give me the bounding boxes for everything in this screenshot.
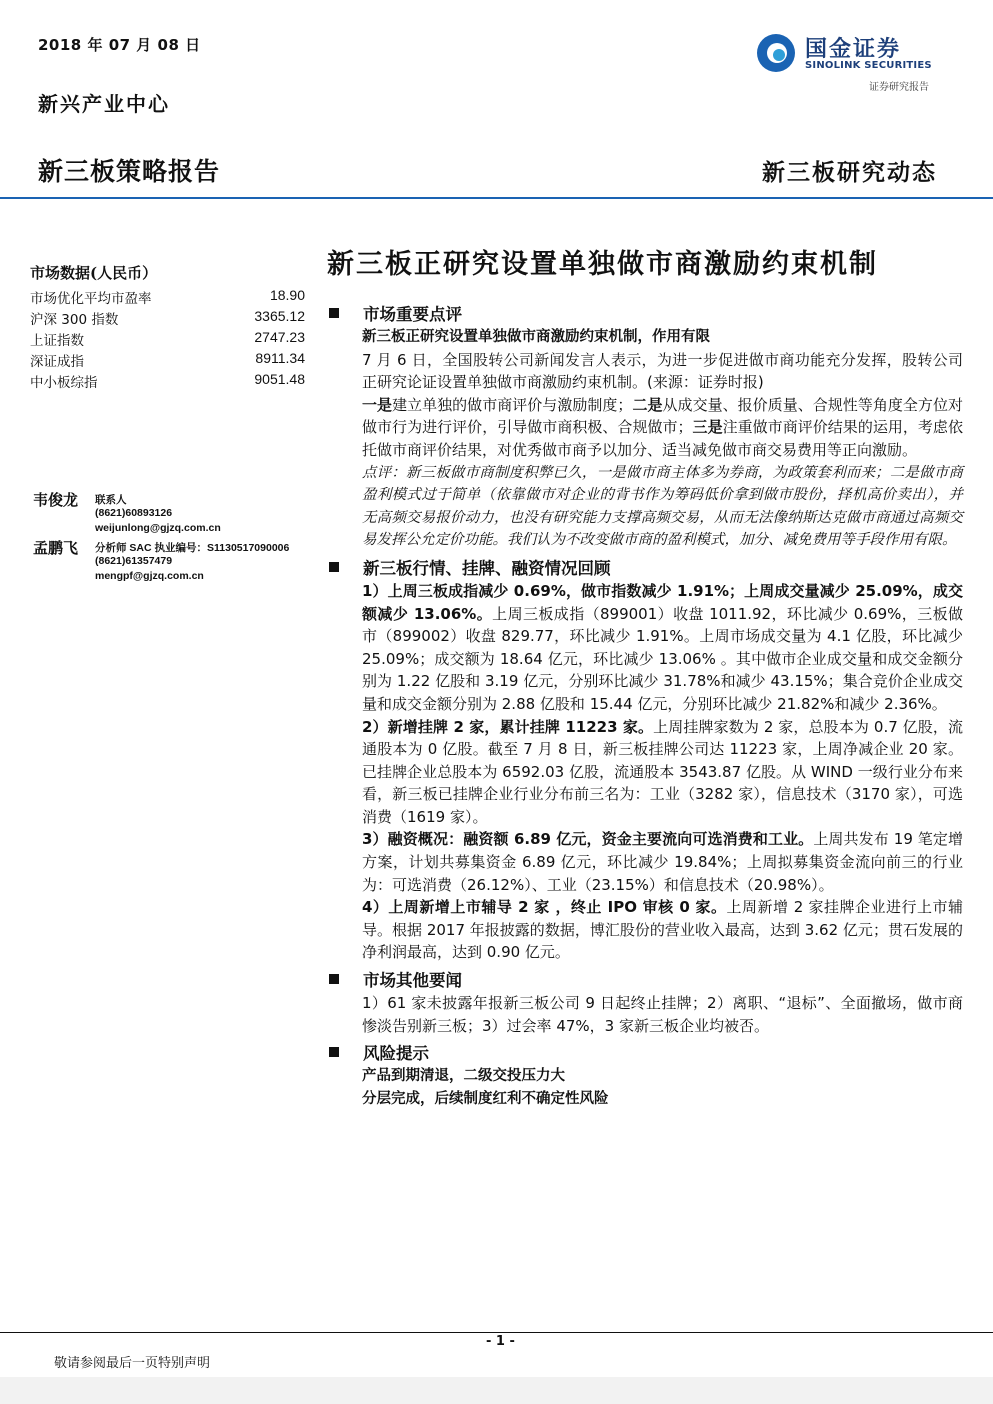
square-bullet-icon <box>329 1047 339 1057</box>
risk-item: 产品到期清退，二级交投压力大 <box>362 1067 565 1085</box>
paragraph: 1）61 家未披露年报新三板公司 9 日起终止挂牌；2）离职、“退标”、全面撤场，做市商惨淡告别新三板；3）过会率 47%，3 家新三板企业均被否。 <box>362 994 963 1035</box>
analyst-email[interactable]: mengpf@gjzq.com.cn <box>95 570 204 582</box>
market-data-label: 深证成指 <box>30 354 84 370</box>
market-data-row <box>30 371 305 391</box>
market-data-label: 沪深 300 指数 <box>30 312 119 328</box>
disclaimer-note: 敬请参阅最后一页特别声明 <box>54 1356 211 1371</box>
paragraph: 7 月 6 日，全国股转公司新闻发言人表示，为进一步促进做市商功能充分发挥，股转公司正研究论证设置单独做市商激励约束机制。(来源：证券时报) <box>362 350 963 392</box>
section-heading: 市场其他要闻 <box>327 966 963 992</box>
analyst-info <box>95 494 221 535</box>
commentary-paragraph: 点评：新三板做市商制度积弊已久，一是做市商主体多为券商，为政策套利而来；二是做市商盈利模式过于简单（依靠做市对企业的背书作为筹码低价拿到做市股份，择机高价卖出），并无高频交易报价动力，也没有研究能力支撑高频交易，从而无法像纳斯达克做市商通过高频交易发挥公允定价功能。我们认为不改变做市商的盈利模式，加分、减免费用等手段作用有限。 <box>362 464 963 549</box>
section-market-overview <box>327 554 963 964</box>
bottom-band <box>0 1377 993 1404</box>
analyst-email[interactable]: weijunlong@gjzq.com.cn <box>95 522 221 534</box>
paragraph: 2）新增挂牌 2 家，累计挂牌 11223 家。上周挂牌家数为 2 家，总股本为 0.7 亿股，流通股本为 0 亿股。截至 7 月 8 日，新三板挂牌公司达 11223 家，上周净减企业 20 家。已挂牌企业总股本为 6592.03 亿股，流通股本 3543.87 亿股。从 WIND 一级行业分布来看，新三板已挂牌企业行业分布前三名为：工业（3282 家），信息技术（3170 家），可选消费（1619 家）。 <box>362 717 963 826</box>
market-data-value: 18.90 <box>269 287 305 303</box>
section-risk <box>327 1039 963 1110</box>
header-divider <box>0 197 993 199</box>
paragraph: 4）上周新增上市辅导 2 家 ，终止 IPO 审核 0 家。上周新增 2 家挂牌企业进行上市辅导。根据 2017 年报披露的数据，博汇股份的营业收入最高，达到 3.62 亿元；贯石发展的净利润最高，达到 0.90 亿元。 <box>362 898 963 962</box>
report-category: 新三板研究动态 <box>762 159 937 186</box>
paragraph: 一是建立单独的做市商评价与激励制度；二是从成交量、报价质量、合规性等角度全方位对做市行为进行评价，引导做市商积极、合规做市；三是注重做市商评价结果的运用，考虑依托做市商评价结果，对优秀做市商予以加分、适当减免做市商交易费用等正向激励。 <box>362 395 963 459</box>
square-bullet-icon <box>329 562 339 572</box>
market-data-label: 上证指数 <box>30 333 84 349</box>
section-heading: 市场重要点评 <box>327 300 963 326</box>
analyst-name: 孟鹏飞 <box>33 539 79 557</box>
market-data-label: 市场优化平均市盈率 <box>30 291 152 307</box>
page-number: - 1 - <box>486 1334 515 1349</box>
report-date: 2018 年 07 月 08 日 <box>38 36 201 54</box>
section-subtitle: 新三板正研究设置单独做市商激励约束机制，作用有限 <box>362 328 710 345</box>
research-center: 新兴产业中心 <box>38 92 170 116</box>
market-data-row <box>30 287 305 307</box>
market-data-row <box>30 350 305 370</box>
analyst-info <box>95 542 289 583</box>
logo-circle-icon <box>757 34 795 72</box>
analyst-role: 联系人 <box>95 494 127 506</box>
section-other-news <box>327 966 963 1037</box>
risk-item: 分层完成，后续制度红利不确定性风险 <box>362 1089 609 1107</box>
section-heading: 风险提示 <box>327 1039 963 1065</box>
square-bullet-icon <box>329 974 339 984</box>
market-data-label: 中小板综指 <box>30 375 98 391</box>
main-content <box>327 300 963 1110</box>
square-bullet-icon <box>329 308 339 318</box>
paragraph: 3）融资概况：融资额 6.89 亿元，资金主要流向可选消费和工业。上周共发布 19 笔定增方案，计划共募集资金 6.89 亿元，环比减少 19.84%；上周拟募集资金流向前三的行业为：可选消费（26.12%）、工业（23.15%）和信息技术（20.98%）。 <box>362 830 963 894</box>
footer-divider <box>0 1332 993 1333</box>
market-data-row <box>30 308 305 328</box>
analyst-phone: (8621)60893126 <box>95 507 173 519</box>
logo-chinese-name: 国金证券 <box>805 37 902 62</box>
company-logo <box>757 30 947 94</box>
market-data-value: 3365.12 <box>254 308 305 324</box>
analyst-name: 韦俊龙 <box>33 491 79 509</box>
paragraph: 1）上周三板成指减少 0.69%，做市指数减少 1.91%；上周成交量减少 25.09%，成交额减少 13.06%。上周三板成指（899001）收盘 1011.92，环比减少 0.69%，三板做市（899002）收盘 829.77，环比减少 1.91%。上周市场成交量为 4.1 亿股，环比减少 25.09%；成交额为 18.64 亿元，环比减少 13.06% 。其中做市企业成交量和成交金额分别为 1.22 亿股和 3.19 亿元，分别环比减少 31.78%和减少 43.15%；集合竞价企业成交量和成交金额分别为 2.88 亿股和 15.44 亿元，分别环比减少 21.82%和减少 2.36%。 <box>362 581 964 713</box>
report-type: 新三板策略报告 <box>38 157 221 186</box>
market-data-row <box>30 329 305 349</box>
section-market-review <box>327 300 963 552</box>
analyst-phone: (8621)61357479 <box>95 555 173 567</box>
logo-subtitle: 证券研究报告 <box>869 82 929 93</box>
page-title: 新三板正研究设置单独做市商激励约束机制 <box>327 249 878 280</box>
market-data-value: 2747.23 <box>254 329 305 345</box>
section-heading: 新三板行情、挂牌、融资情况回顾 <box>327 554 963 580</box>
market-data-title: 市场数据(人民币） <box>30 264 158 282</box>
market-data-value: 9051.48 <box>254 371 305 387</box>
analyst-role: 分析师 SAC 执业编号：S1130517090006 <box>95 542 290 554</box>
logo-english-name: SINOLINK SECURITIES <box>805 60 932 71</box>
market-data-value: 8911.34 <box>255 350 305 366</box>
